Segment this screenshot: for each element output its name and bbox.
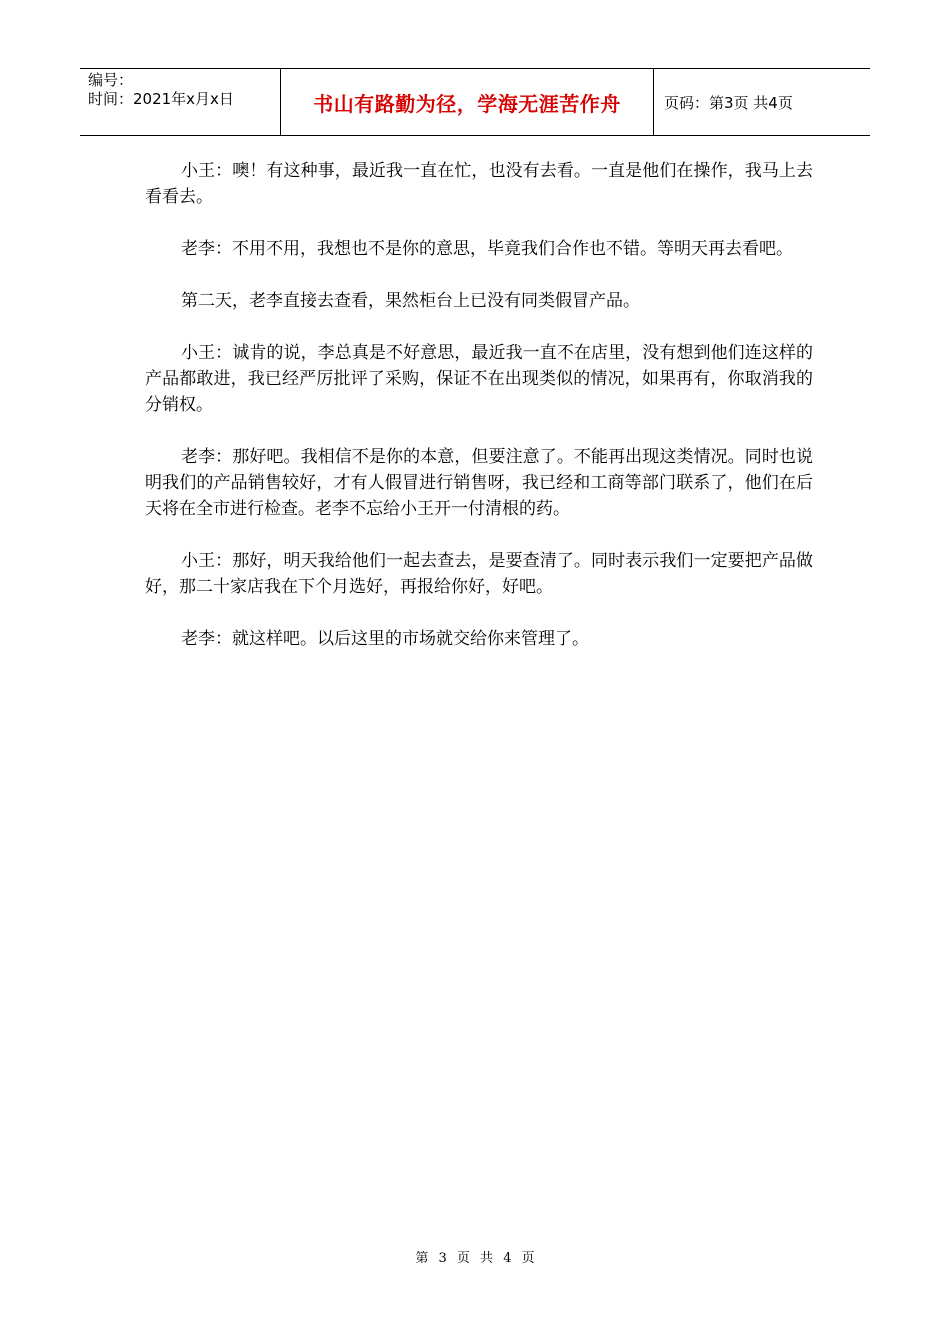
document-header <box>80 68 870 136</box>
header-motto-cell <box>281 69 654 135</box>
motto-text: 书山有路勤为径，学海无涯苦作舟 <box>313 91 621 116</box>
paragraph: 老李：不用不用，我想也不是你的意思，毕竟我们合作也不错。等明天再去看吧。 <box>181 239 793 259</box>
paragraph: 第二天，老李直接去查看，果然柜台上已没有同类假冒产品。 <box>181 291 640 311</box>
paragraph: 小王：诚肯的说，李总真是不好意思，最近我一直不在店里，没有想到他们连这样的产品都敢进，我已经严厉批评了采购，保证不在出现类似的情况，如果再有，你取消我的分销权。 <box>145 343 813 415</box>
header-page-info <box>654 69 870 135</box>
number-label: 编号： <box>88 71 134 89</box>
paragraph: 老李：就这样吧。以后这里的市场就交给你来管理了。 <box>181 629 589 649</box>
page-info-text: 页码：第3页 共4页 <box>664 93 793 112</box>
paragraph: 小王：那好，明天我给他们一起去查去，是要查清了。同时表示我们一定要把产品做好，那二十家店我在下个月选好，再报给你好，好吧。 <box>145 551 813 597</box>
page-footer: 第 3 页 共 4 页 <box>415 1251 535 1266</box>
document-body <box>145 158 813 678</box>
paragraph: 小王：噢！有这种事，最近我一直在忙，也没有去看。一直是他们在操作，我马上去看看去。 <box>145 161 813 207</box>
header-meta <box>80 69 281 135</box>
time-label: 时间：2021年x月x日 <box>88 90 234 108</box>
paragraph: 老李：那好吧。我相信不是你的本意，但要注意了。不能再出现这类情况。同时也说明我们的产品销售较好，才有人假冒进行销售呀，我已经和工商等部门联系了，他们在后天将在全市进行检查。老李不忘给小王开一付清根的药。 <box>145 447 813 519</box>
